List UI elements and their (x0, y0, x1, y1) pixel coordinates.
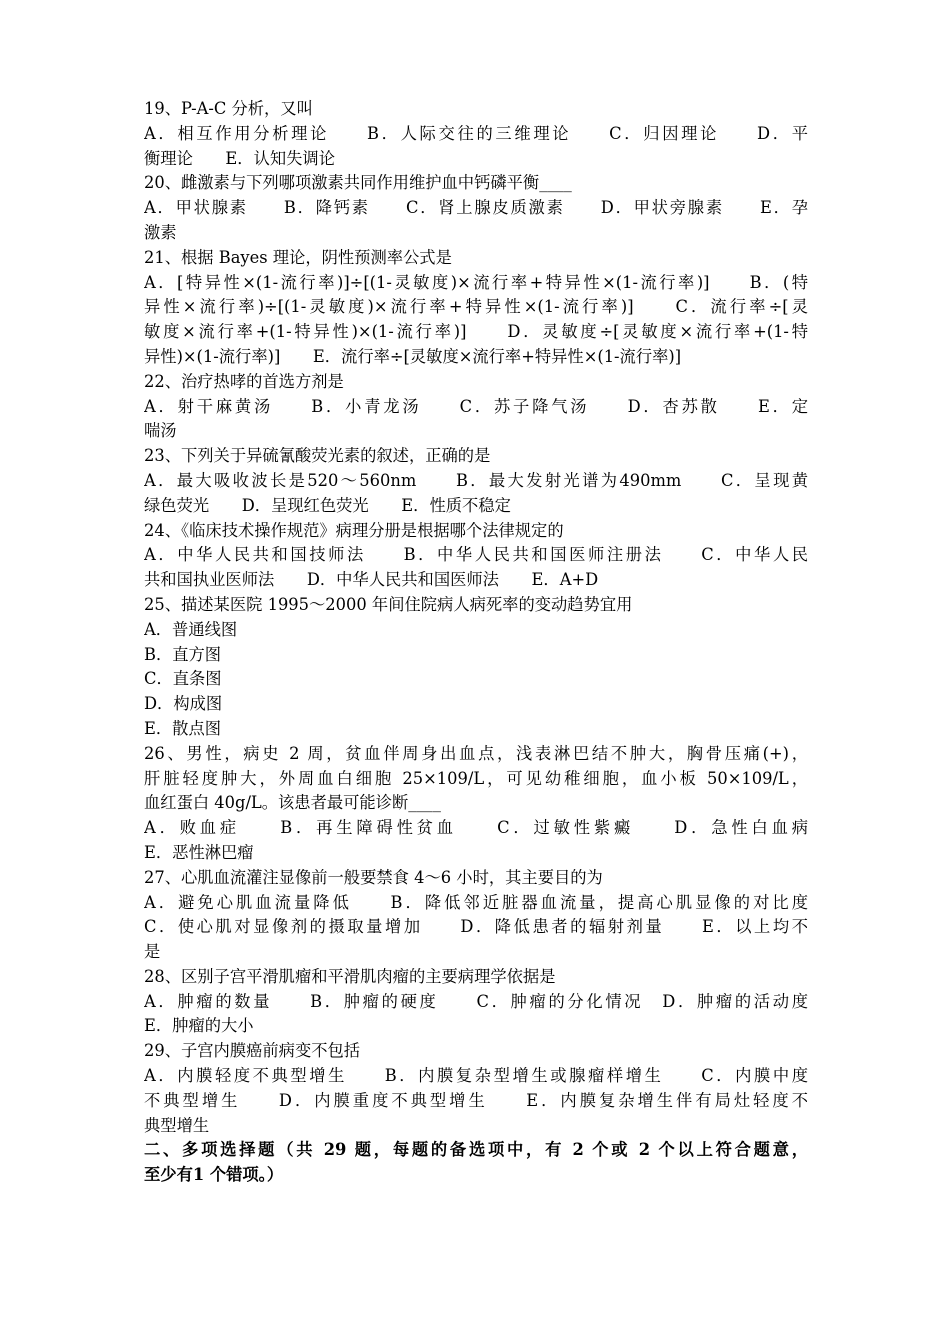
text-line: 激素 (144, 222, 177, 242)
text-line: 28、区别子宫平滑肌瘤和平滑肌肉瘤的主要病理学依据是 (144, 966, 556, 986)
text-line: A．内膜轻度不典型增生 B．内膜复杂型增生或腺瘤样增生 C．内膜中度 (144, 1066, 808, 1086)
text-line: A．[特异性×(1-流行率)]÷[(1-灵敏度)×流行率+特异性×(1-流行率)] B．(特 (144, 272, 808, 292)
text-line: 绿色荧光 D．呈现红色荧光 E．性质不稳定 (144, 495, 511, 515)
text-line: 25、描述某医院 1995～2000 年间住院病人病死率的变动趋势宜用 (144, 594, 633, 614)
text-line: 24、《临床技术操作规范》病理分册是根据哪个法律规定的 (144, 520, 564, 540)
text-line: 26、男性，病史 2 周，贫血伴周身出血点，浅表淋巴结不肿大，胸骨压痛(+)， (144, 743, 808, 763)
section-heading-line-1: 二、多项选择题（共 29 题，每题的备选项中，有 2 个或 2 个以上符合题意， (144, 1140, 808, 1160)
text-line: A．射干麻黄汤 B．小青龙汤 C．苏子降气汤 D．杏苏散 E．定 (144, 396, 808, 416)
text-line: 共和国执业医师法 D．中华人民共和国医师法 E．A+D (144, 570, 599, 590)
text-line: 异性×流行率)÷[(1-灵敏度)×流行率+特异性×(1-流行率)] C．流行率÷[灵 (144, 297, 808, 317)
text-line: 衡理论 E．认知失调论 (144, 148, 335, 168)
text-line: E．肿瘤的大小 (144, 1016, 254, 1036)
text-line: 20、雌激素与下列哪项激素共同作用维护血中钙磷平衡____ (144, 173, 572, 193)
text-line: A．肿瘤的数量 B．肿瘤的硬度 C．肿瘤的分化情况 D．肿瘤的活动度 (144, 991, 808, 1011)
text-line: A．甲状腺素 B．降钙素 C．肾上腺皮质激素 D．甲状旁腺素 E．孕 (144, 198, 808, 218)
text-line: 27、心肌血流灌注显像前一般要禁食 4～6 小时，其主要目的为 (144, 867, 603, 887)
question-list (144, 97, 808, 1138)
text-line: 21、根据 Bayes 理论，阴性预测率公式是 (144, 247, 452, 267)
text-line: 是 (144, 942, 161, 962)
text-line: 19、P-A-C 分析，又叫 (144, 99, 313, 118)
document-page (144, 97, 808, 1188)
text-line: 23、下列关于异硫氰酸荧光素的叙述，正确的是 (144, 446, 491, 466)
text-line: 喘汤 (144, 421, 177, 441)
text-line: 敏度×流行率+(1-特异性)×(1-流行率)] D．灵敏度÷[灵敏度×流行率+(1-特 (144, 322, 808, 342)
text-line: E．散点图 (144, 718, 222, 738)
text-line: 典型增生 (144, 1115, 210, 1135)
text-line: 异性)×(1-流行率)] E．流行率÷[灵敏度×流行率+特异性×(1-流行率)] (144, 346, 682, 366)
text-line: B．直方图 (144, 644, 222, 664)
text-line: A．败血症 B．再生障碍性贫血 C．过敏性紫癜 D．急性白血病 (144, 818, 808, 838)
text-line: D．构成图 (144, 694, 223, 714)
text-line: C．直条图 (144, 669, 222, 689)
text-line: C．使心肌对显像剂的摄取量增加 D．降低患者的辐射剂量 E．以上均不 (144, 917, 808, 937)
text-line: A．普通线图 (144, 619, 238, 639)
text-line: 肝脏轻度肿大，外周血白细胞 25×109/L，可见幼稚细胞，血小板 50×109/L， (144, 768, 808, 788)
text-line: A．避免心肌血流量降低 B．降低邻近脏器血流量，提高心肌显像的对比度 (144, 892, 808, 912)
section-heading-line-2: 至少有1 个错项。） (144, 1165, 284, 1185)
section-heading (144, 1138, 808, 1188)
text-line: A．中华人民共和国技师法 B．中华人民共和国医师注册法 C．中华人民 (144, 545, 808, 565)
text-line: 不典型增生 D．内膜重度不典型增生 E．内膜复杂增生伴有局灶轻度不 (144, 1090, 808, 1110)
text-line: 29、子宫内膜癌前病变不包括 (144, 1041, 361, 1061)
text-line: 22、治疗热哮的首选方剂是 (144, 371, 344, 391)
text-line: A．相互作用分析理论 B．人际交往的三维理论 C．归因理论 D．平 (144, 123, 808, 143)
text-line: E．恶性淋巴瘤 (144, 842, 254, 862)
text-line: 血红蛋白 40g/L。该患者最可能诊断____ (144, 793, 441, 813)
text-line: A．最大吸收波长是520～560nm B．最大发射光谱为490mm C．呈现黄 (144, 470, 808, 490)
